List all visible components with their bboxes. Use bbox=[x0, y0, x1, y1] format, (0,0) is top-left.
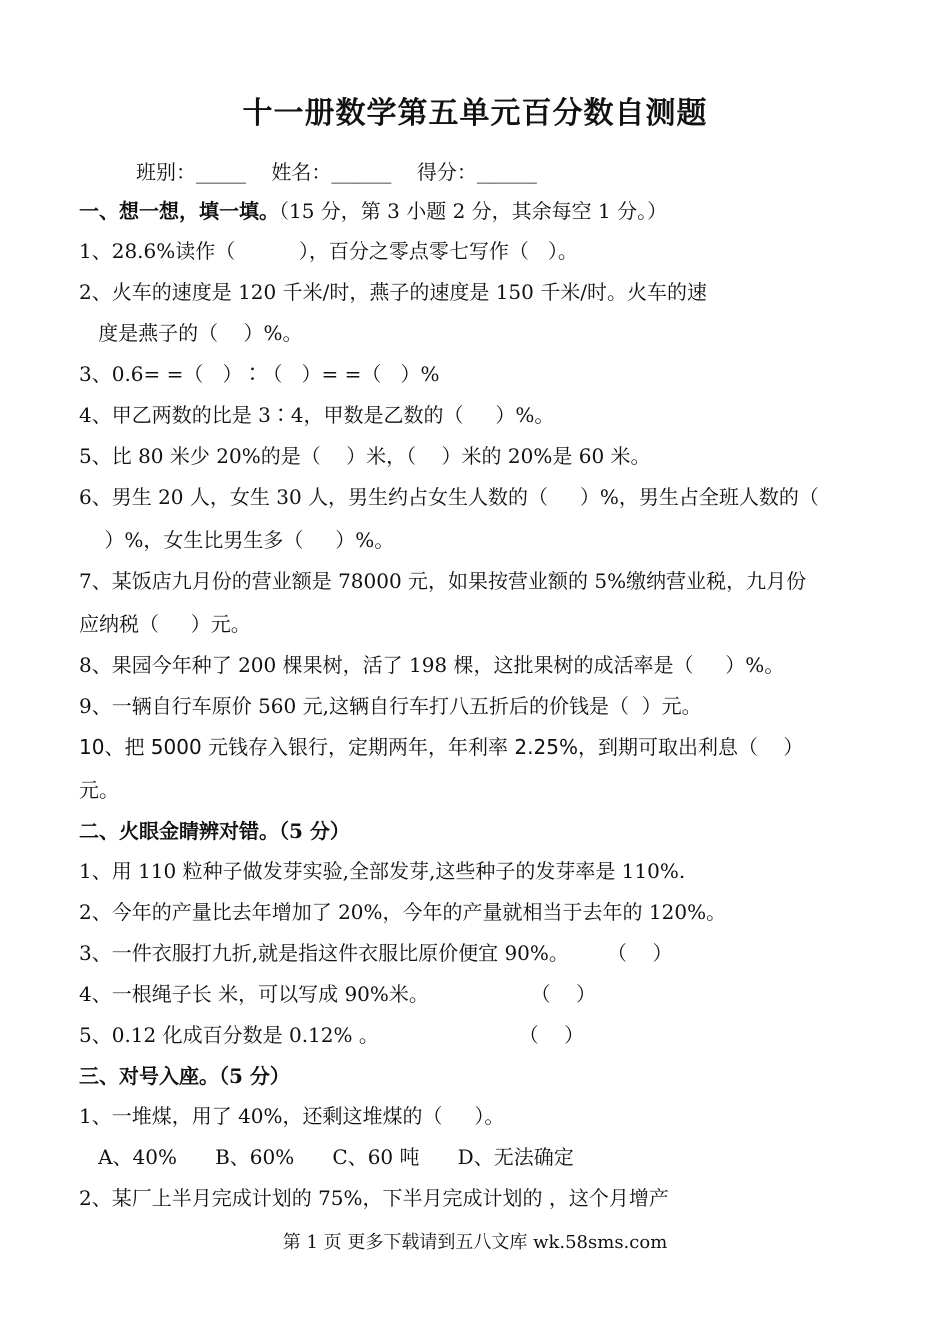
question-line: A、40% B、60% C、60 吨 D、无法确定 bbox=[79, 1145, 574, 1169]
question-line: 5、比 80 米少 20%的是（ ）米，（ ）米的 20%是 60 米。 bbox=[79, 444, 651, 468]
question-line: 2、火车的速度是 120 千米/时，燕子的速度是 150 千米/时。火车的速 bbox=[79, 280, 707, 304]
section-heading bbox=[79, 198, 667, 224]
question-line: 2、今年的产量比去年增加了 20%，今年的产量就相当于去年的 120%。 bbox=[79, 900, 727, 924]
student-info-line: 班别：_____ 姓名：______ 得分：______ bbox=[136, 160, 537, 184]
question-line: 3、一件衣服打九折,就是指这件衣服比原价便宜 90%。 （ ） bbox=[79, 941, 673, 965]
question-line: 4、一根绳子长 米，可以写成 90%米。 （ ） bbox=[79, 982, 597, 1006]
question-line: 度是燕子的（ ）%。 bbox=[79, 321, 303, 345]
section-title: 二、火眼金睛辨对错。（5 分） bbox=[79, 819, 350, 843]
section-title: 三、对号入座。（5 分） bbox=[79, 1064, 290, 1088]
question-line: 4、甲乙两数的比是 3∶4，甲数是乙数的（ ）%。 bbox=[79, 403, 555, 427]
section-heading bbox=[79, 1063, 290, 1089]
question-line: 1、用 110 粒种子做发芽实验,全部发芽,这些种子的发芽率是 110%. bbox=[79, 859, 686, 883]
question-line: 应纳税（ ）元。 bbox=[79, 612, 251, 636]
page-footer: 第 1 页 更多下载请到五八文库 wk.58sms.com bbox=[282, 1232, 668, 1253]
question-line: 3、0.6= =（ ）∶（ ）= =（ ）% bbox=[79, 362, 440, 386]
question-line: 9、一辆自行车原价 560 元,这辆自行车打八五折后的价钱是（ ）元。 bbox=[79, 694, 702, 718]
question-line: 7、某饭店九月份的营业额是 78000 元，如果按营业额的 5%缴纳营业税，九月份 bbox=[79, 569, 807, 593]
question-line: 2、某厂上半月完成计划的 75%，下半月完成计划的 ，这个月增产 bbox=[79, 1186, 669, 1210]
question-line: 6、男生 20 人，女生 30 人，男生约占女生人数的（ ）%，男生占全班人数的（ bbox=[79, 485, 819, 509]
question-line: 8、果园今年种了 200 棵果树，活了 198 棵，这批果树的成活率是（ ）%。 bbox=[79, 653, 785, 677]
section-title: 一、想一想，填一填。 bbox=[79, 199, 279, 223]
question-line: 元。 bbox=[79, 778, 119, 802]
question-line: 10、把 5000 元钱存入银行，定期两年，年利率 2.25%，到期可取出利息（ ） bbox=[79, 735, 804, 759]
question-line: 1、一堆煤，用了 40%，还剩这堆煤的（ ）。 bbox=[79, 1104, 505, 1128]
page-title: 十一册数学第五单元百分数自测题 bbox=[242, 96, 708, 131]
section-heading bbox=[79, 818, 350, 844]
question-line: 1、28.6%读作（ ），百分之零点零七写作（ ）。 bbox=[79, 239, 578, 263]
question-line: 5、0.12 化成百分数是 0.12% 。 （ ） bbox=[79, 1023, 585, 1047]
question-line: ）%，女生比男生多（ ）%。 bbox=[79, 528, 395, 552]
section-note: （15 分，第 3 小题 2 分，其余每空 1 分。） bbox=[279, 199, 668, 223]
